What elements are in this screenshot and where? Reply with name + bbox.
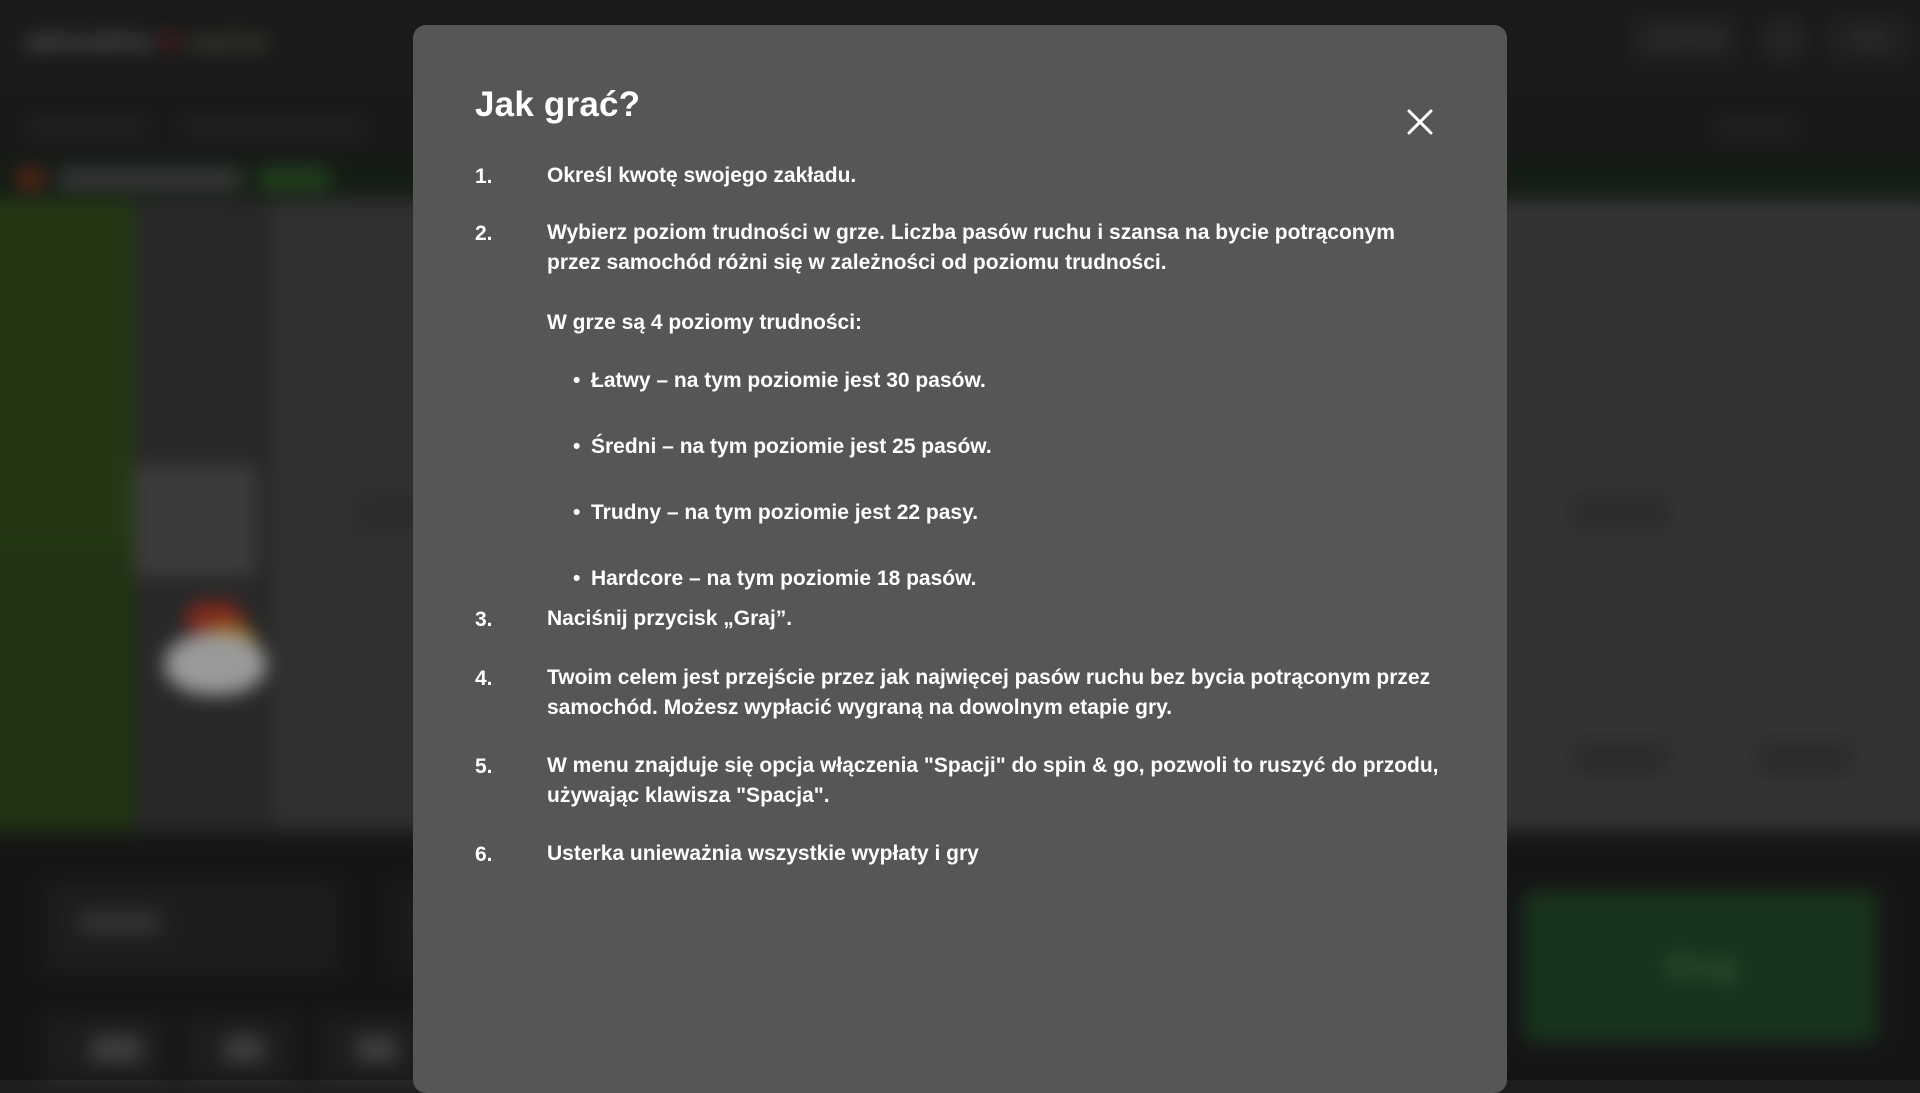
step-number: 4. [475,663,547,694]
dialog-body [413,161,1507,910]
step-number: 3. [475,604,547,635]
list-item [475,218,1441,594]
step-content [547,604,1441,634]
level-text: Trudny – na tym poziomie jest 22 pasy. [591,501,978,524]
page-title: Jak grać? [475,85,1453,125]
step-number: 1. [475,161,547,192]
step-content [547,663,1441,723]
difficulty-heading: W grze są 4 poziomy trudności: [547,308,1441,338]
how-to-play-dialog [413,25,1507,1093]
step-number: 2. [475,218,547,249]
logo-word-secondary: casino [187,27,268,56]
step-content [547,161,1441,191]
instruction-list [475,161,1441,870]
list-item [475,161,1441,192]
level-text: Hardcore – na tym poziomie 18 pasów. [591,567,977,590]
difficulty-level-list [547,366,1441,594]
close-icon[interactable] [1403,105,1437,139]
list-item [573,432,1441,462]
level-text: Łatwy – na tym poziomie jest 30 pasów. [591,369,986,392]
list-item [475,663,1441,723]
dialog-header [413,25,1507,161]
step-content [547,839,1441,869]
play-button-label: Graj [1666,946,1735,986]
level-text: Średni – na tym poziomie jest 25 pasów. [591,435,992,458]
list-item [573,498,1441,528]
bullet-icon: • [573,498,580,528]
bullet-icon: • [573,366,580,396]
step-text: Naciśnij przycisk „Graj”. [547,604,1441,634]
step-text: W menu znajduje się opcja włączenia "Spacji" do spin & go, pozwoli to ruszyć do przodu, używając klawisza "Spacja". [547,751,1441,811]
step-text: Usterka unieważnia wszystkie wypłaty i gry [547,839,1441,869]
currency-pill[interactable]: PLN [1829,17,1909,62]
list-item [573,366,1441,396]
list-item [573,564,1441,594]
bullet-icon: • [573,432,580,462]
step-text: Twoim celem jest przejście przez jak najwięcej pasów ruchu bez bycia potrąconym przez samochód. Możesz wypłacić wygraną na dowolnym etapie gry. [547,663,1441,723]
balance-pill[interactable]: 100 000,00 [1632,17,1737,62]
logo-word-primary: adrenaline [26,27,154,56]
step-content [547,218,1441,594]
step-text: Wybierz poziom trudności w grze. Liczba pasów ruchu i szansa na bycie potrąconym przez samochód różni się w zależności od poziomu trudności. [547,218,1441,278]
list-item [475,604,1441,635]
step-content [547,751,1441,811]
logo-mark-icon: X [161,26,179,58]
bullet-icon: • [573,564,580,594]
step-number: 5. [475,751,547,782]
step-text: Określ kwotę swojego zakładu. [547,161,1441,191]
list-item [475,839,1441,870]
step-number: 6. [475,839,547,870]
list-item [475,751,1441,811]
